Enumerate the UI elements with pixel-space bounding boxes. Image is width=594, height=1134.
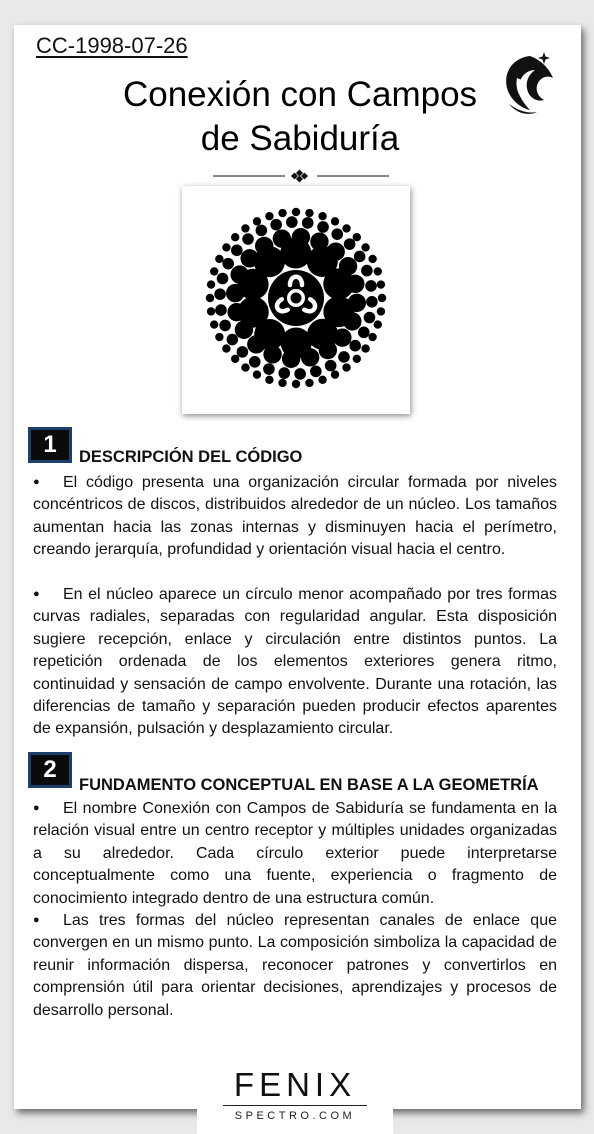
emblem-core-dot xyxy=(291,293,302,304)
emblem-disc xyxy=(231,245,243,257)
emblem-disc xyxy=(331,217,339,225)
emblem-disc xyxy=(219,320,231,332)
emblem-disc xyxy=(344,238,356,250)
emblem-disc xyxy=(253,370,261,378)
emblem-disc xyxy=(366,296,378,308)
emblem-disc xyxy=(241,363,249,371)
emblem-disc xyxy=(210,320,218,328)
emblem-disc xyxy=(278,209,286,217)
bullet-text: En el núcleo aparece un círculo menor acompañado por tres formas curvas radiales, separadas con regularidad angular. Esta disposición sugiere recepción, enlace y circulación entre distintos puntos. La repetición ordenada de los elementos exteriores genera ritmo, continuidad y sensación de campo envolvente. Durante una rotación, las diferencias de tamaño y separación pueden producir efectos aparentes de expansión, pulsación y desplazamiento circular. xyxy=(33,586,557,738)
emblem-disc xyxy=(342,363,350,371)
emblem-disc xyxy=(378,294,386,302)
diamond-divider-icon xyxy=(213,168,389,184)
emblem-disc xyxy=(323,268,354,299)
emblem-disc xyxy=(325,360,337,372)
emblem-disc xyxy=(256,225,268,237)
emblem-disc xyxy=(317,221,329,233)
emblem-disc xyxy=(210,267,218,275)
emblem-disc xyxy=(354,251,366,263)
emblem-disc xyxy=(227,334,239,346)
emblem-disc xyxy=(318,212,326,220)
emblem-frame xyxy=(182,186,410,414)
document-code: CC-1998-07-26 xyxy=(36,33,188,58)
emblem-disc xyxy=(265,212,273,220)
bullet-text: El código presenta una organización circular formada por niveles concéntricos de discos, distribuidos alrededor de un núcleo. Los tamaños aumentan hacia las zonas internas y disminuyen hacia el perímetro, creando jerarquía, profundidad y orientación visual hacia el centro. xyxy=(33,474,557,559)
bullet-icon: ● xyxy=(33,914,40,926)
emblem-disc xyxy=(331,228,343,240)
concentric-discs-emblem xyxy=(182,186,410,414)
emblem-disc xyxy=(292,380,300,388)
section-2-bullet-1 xyxy=(33,797,557,910)
emblem-disc xyxy=(342,224,350,232)
emblem-disc xyxy=(302,217,314,229)
page-title xyxy=(60,73,540,161)
phoenix-logo-icon xyxy=(497,48,563,118)
emblem-disc xyxy=(353,355,361,363)
emblem-disc xyxy=(254,246,285,277)
emblem-disc xyxy=(206,294,214,302)
section-2-bullet-2 xyxy=(33,909,557,1022)
emblem-disc xyxy=(280,238,311,269)
emblem-disc xyxy=(241,224,249,232)
bullet-icon: ● xyxy=(33,588,40,600)
emblem-disc xyxy=(361,344,369,352)
bullet-text: Las tres formas del núcleo representan canales de enlace que convergen en un mismo punto. La composición simboliza la capacidad de reunir información dispersa, reconocer patrones y convertirlos en comprensión útil para orientar decisiones, aprendizajes y procesos de desarrollo personal. xyxy=(33,912,557,1019)
emblem-disc xyxy=(215,255,223,263)
emblem-disc xyxy=(318,376,326,384)
bullet-icon: ● xyxy=(33,802,40,814)
emblem-disc xyxy=(365,280,377,292)
emblem-disc xyxy=(364,312,376,324)
emblem-disc xyxy=(292,208,300,216)
emblem-disc xyxy=(361,265,373,277)
emblem-disc xyxy=(263,363,275,375)
emblem-disc xyxy=(361,243,369,251)
emblem-disc xyxy=(281,328,312,359)
section-title: FUNDAMENTO CONCEPTUAL EN BASE A LA GEOMETRÍA xyxy=(79,776,539,794)
emblem-disc xyxy=(338,351,350,363)
bullet-icon: ● xyxy=(33,476,40,488)
emblem-disc xyxy=(278,367,290,379)
emblem-disc xyxy=(253,217,261,225)
emblem-disc xyxy=(238,297,269,328)
emblem-disc xyxy=(377,280,385,288)
emblem-disc xyxy=(358,327,370,339)
title-line-2: de Sabiduría xyxy=(200,119,400,158)
emblem-disc xyxy=(231,355,239,363)
emblem-disc xyxy=(310,366,322,378)
emblem-disc xyxy=(237,346,249,358)
section-number-badge: 2 xyxy=(28,752,72,788)
title-line-1: Conexión con Campos xyxy=(122,75,478,114)
brand-rule xyxy=(223,1105,367,1106)
emblem-disc xyxy=(307,319,338,350)
emblem-disc xyxy=(286,216,298,228)
emblem-disc xyxy=(222,258,234,270)
emblem-disc xyxy=(249,356,261,368)
emblem-disc xyxy=(368,255,376,263)
section-1-bullet-1 xyxy=(33,471,557,562)
emblem-disc xyxy=(222,243,230,251)
emblem-disc xyxy=(278,379,286,387)
brand-website: SPECTRO.COM xyxy=(234,1110,356,1122)
emblem-disc xyxy=(215,304,227,316)
emblem-disc xyxy=(207,307,215,315)
emblem-disc xyxy=(242,233,254,245)
emblem-disc xyxy=(215,333,223,341)
emblem-disc xyxy=(214,288,226,300)
emblem-disc xyxy=(349,340,361,352)
emblem-disc xyxy=(331,370,339,378)
footer-brand xyxy=(197,1060,393,1134)
emblem-disc xyxy=(353,233,361,241)
emblem-disc xyxy=(377,307,385,315)
section-title: DESCRIPCIÓN DEL CÓDIGO xyxy=(79,448,303,466)
section-1-bullet-2 xyxy=(33,583,557,741)
bullet-text: El nombre Conexión con Campos de Sabiduría se fundamenta en la relación visual entre un centro receptor y múltiples unidades organizadas a su alrededor. Cada círculo exterior puede interpretarse conceptualmente como una fuente, experiencia o fragmento de conocimiento integrado dentro de una estructura común. xyxy=(33,800,557,907)
emblem-disc xyxy=(270,219,282,231)
brand-name: FENIX xyxy=(233,1066,357,1103)
emblem-disc xyxy=(374,267,382,275)
emblem-disc xyxy=(374,320,382,328)
section-number-badge: 1 xyxy=(28,427,72,463)
emblem-disc xyxy=(222,344,230,352)
emblem-disc xyxy=(265,376,273,384)
emblem-disc xyxy=(207,280,215,288)
emblem-disc xyxy=(217,273,229,285)
emblem-disc xyxy=(294,368,306,380)
emblem-disc xyxy=(305,209,313,217)
emblem-disc xyxy=(231,233,239,241)
emblem-disc xyxy=(305,379,313,387)
emblem-disc xyxy=(368,333,376,341)
